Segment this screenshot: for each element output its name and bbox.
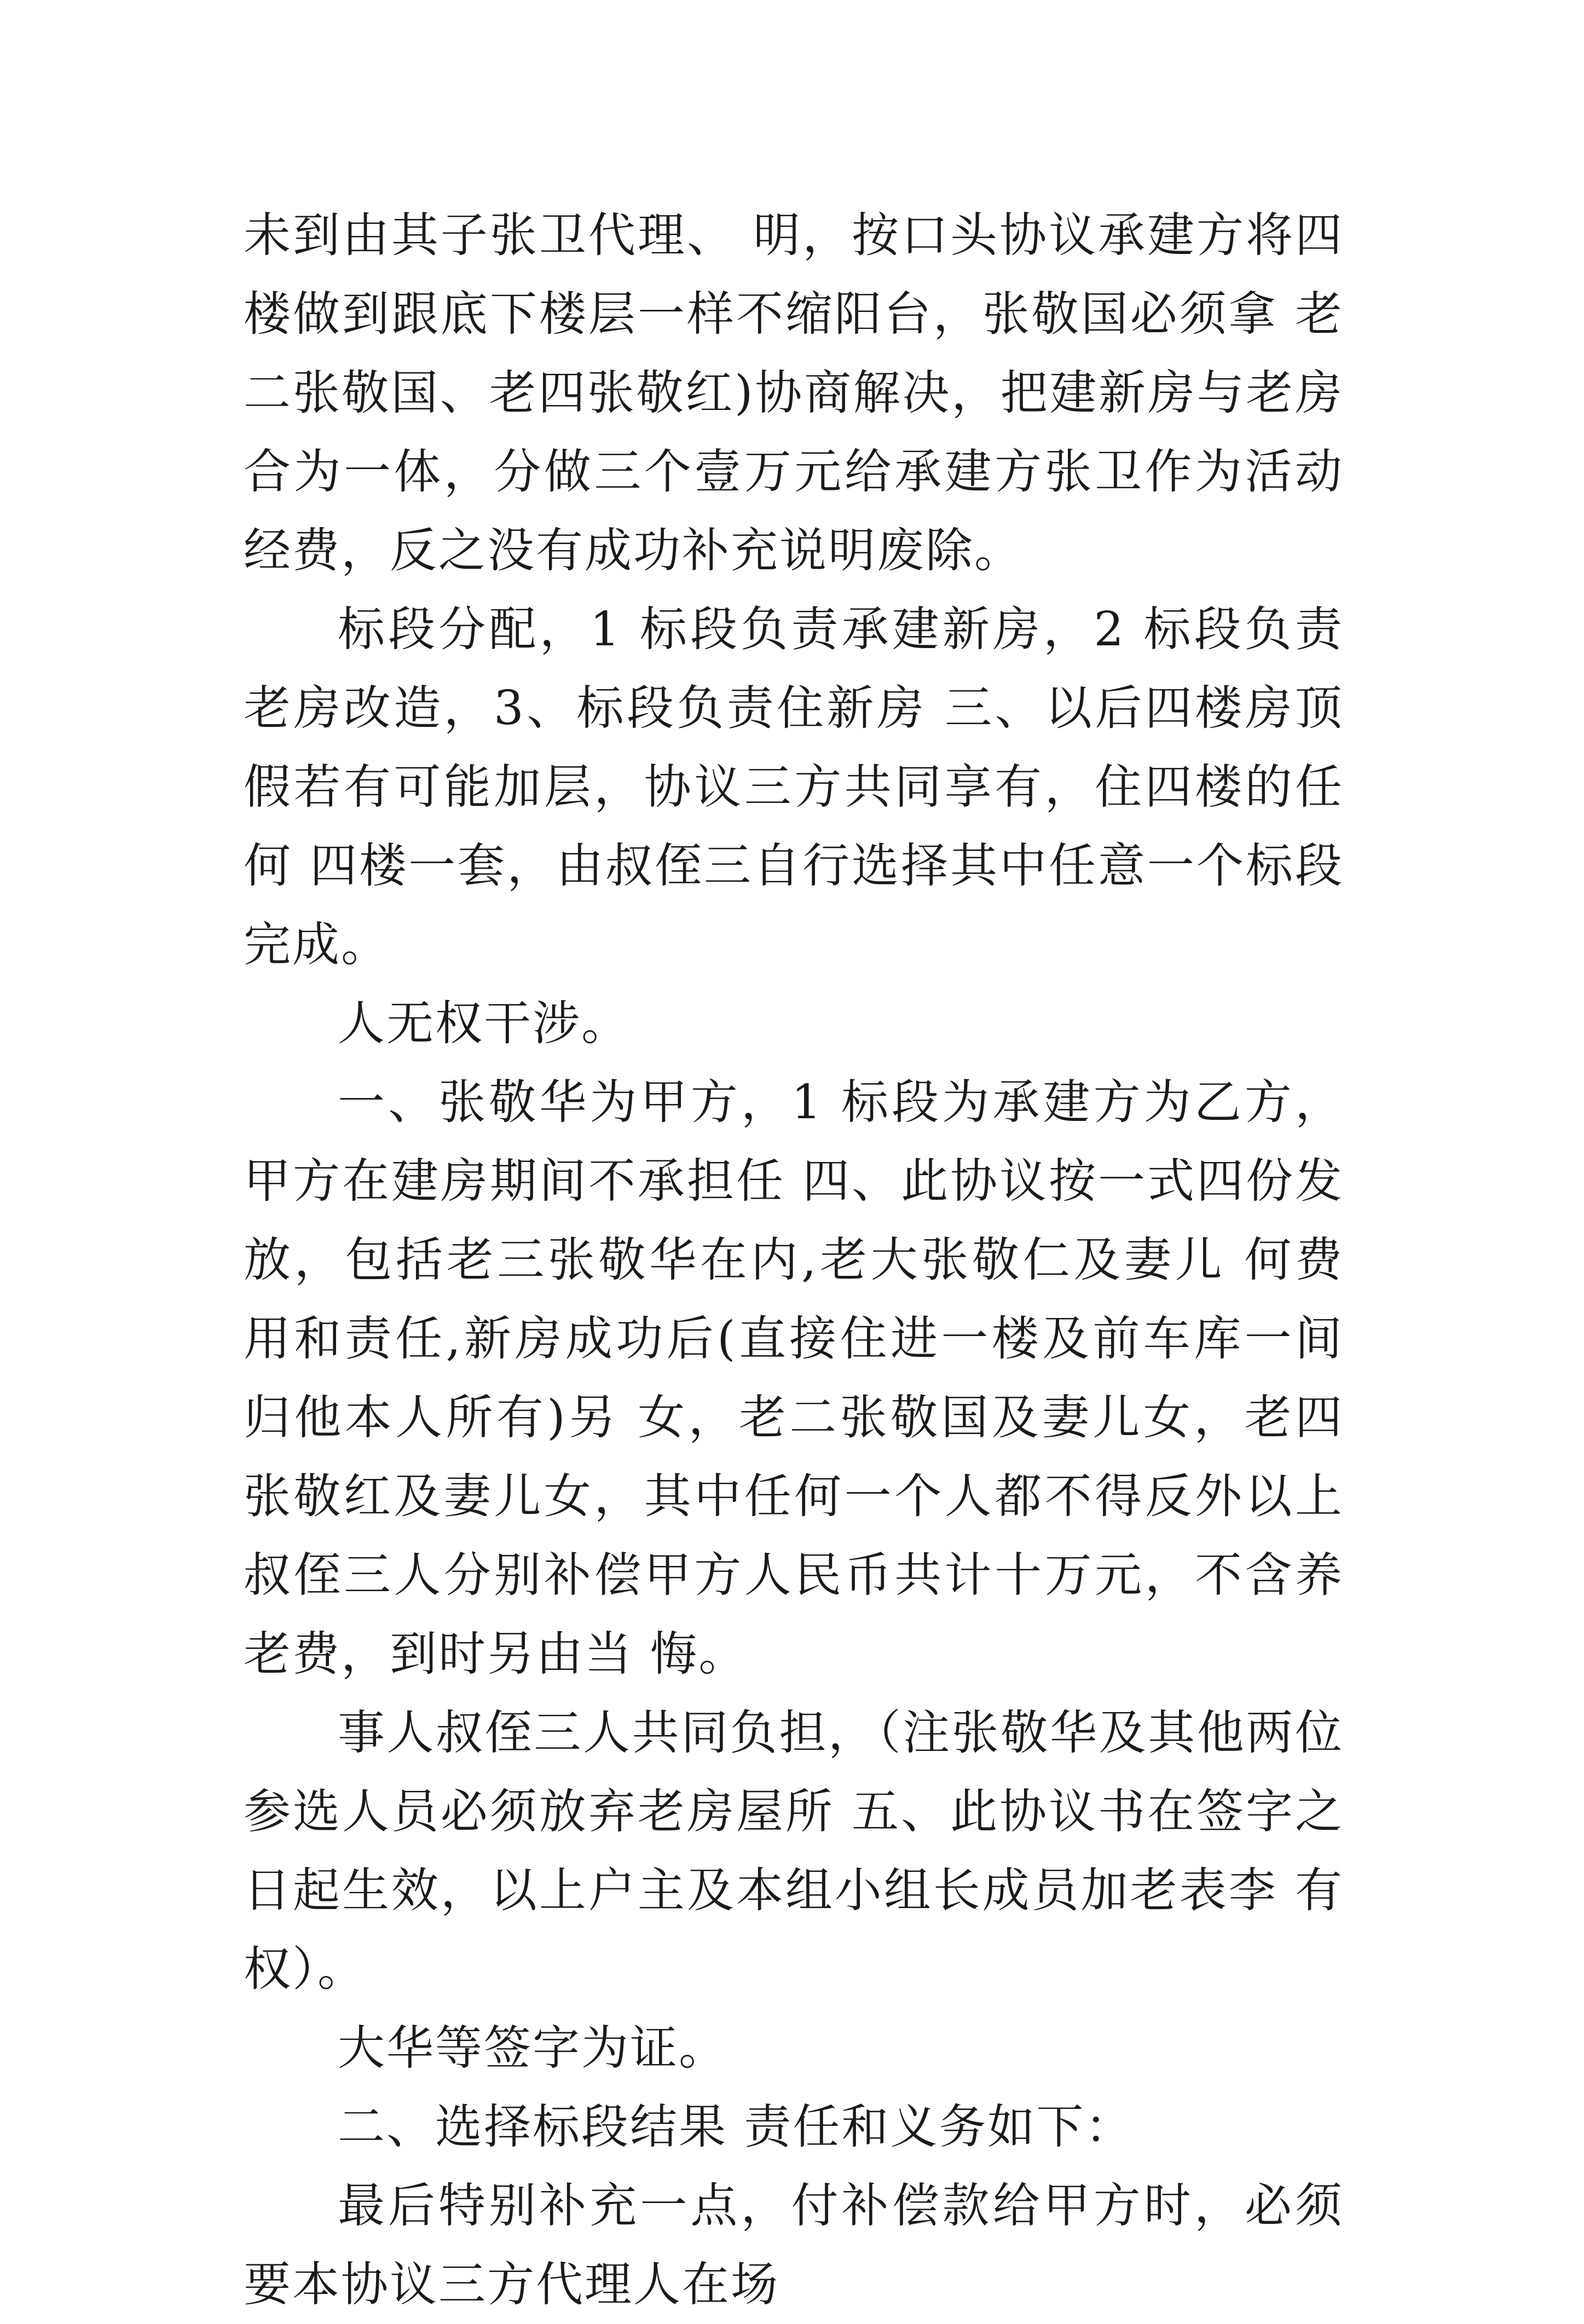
paragraph: 最后特别补充一点，付补偿款给甲方时，必须要本协议三方代理人在场 bbox=[244, 2178, 1344, 2312]
paragraph: 未到由其子张卫代理、 明，按口头协议承建方将四楼做到跟底下楼层一样不缩阳台，张敬国必须拿 老二张敬国、老四张敬红)协商解决，把建新房与老房合为一体，分做三个壹万元给承建方张卫作为活动经费，反之没有成功补充说明废除。 bbox=[244, 208, 1344, 578]
paragraph: 事人叔侄三人共同负担，（注张敬华及其他两位参选人员必须放弃老房屋所 五、此协议书在签字之日起生效，以上户主及本组小组长成员加老表李 有权）。 bbox=[244, 1706, 1344, 1997]
paragraph: 人无权干涉。 bbox=[338, 996, 630, 1051]
paragraph: 二、选择标段结果 责任和义务如下： bbox=[338, 2100, 1134, 2154]
document-body bbox=[244, 196, 1344, 2324]
paragraph: 标段分配，1 标段负责承建新房，2 标段负责老房改造，3、标段负责住新房 三、以后四楼房顶假若有可能加层，协议三方共同享有，住四楼的任何 四楼一套，由叔侄三自行选择其中任意一个标段完成。 bbox=[244, 602, 1344, 972]
paragraph: 大华等签字为证。 bbox=[338, 2021, 727, 2076]
paragraph: 一、张敬华为甲方，1 标段为承建方为乙方，甲方在建房期间不承担任 四、此协议按一式四份发放，包括老三张敬华在内,老大张敬仁及妻儿 何费用和责任,新房成功后(直接住进一楼及前车库一间归他本人所有)另 女，老二张敬国及妻儿女，老四张敬红及妻儿女，其中任何一个人都不得反外以上叔侄三人分别补偿甲方人民币共计十万元，不含养老费，到时另由当 悔。 bbox=[244, 1075, 1344, 1681]
